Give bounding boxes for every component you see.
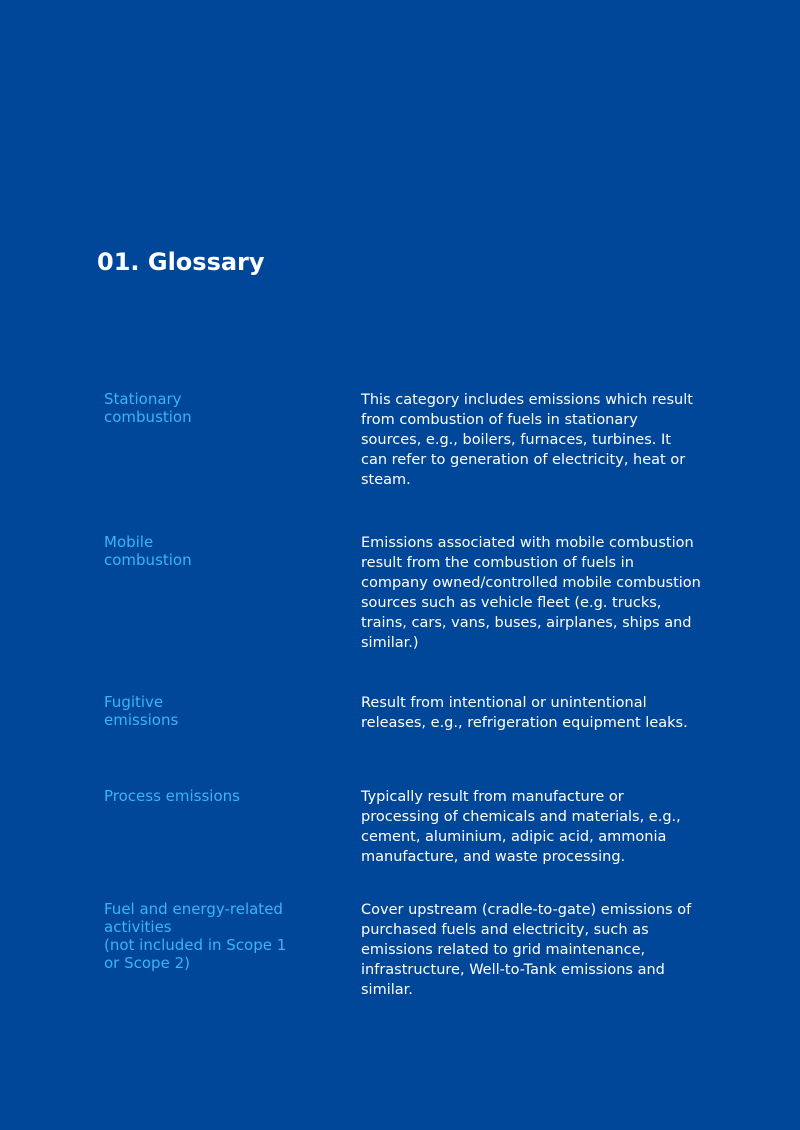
glossary-term: Fuel and energy-related activities (not included in Scope 1 or Scope 2) [104, 900, 287, 972]
glossary-definition: Emissions associated with mobile combustion result from the combustion of fuels in company owned/controlled mobile combustion sources such as vehicle fleet (e.g. trucks, trains, cars, vans, buses, airplanes, ships and similar.) [361, 535, 701, 651]
glossary-definition: Cover upstream (cradle-to-gate) emissions of purchased fuels and electricity, such as emissions related to grid maintenance, infrastructure, Well-to-Tank emissions and similar. [361, 902, 692, 998]
glossary-definition: Result from intentional or unintentional releases, e.g., refrigeration equipment leaks. [361, 695, 688, 731]
glossary-term: Fugitive emissions [104, 693, 179, 729]
page-title: 01. Glossary [97, 248, 265, 276]
glossary-term: Stationary combustion [104, 390, 192, 426]
glossary-term: Mobile combustion [104, 533, 192, 569]
glossary-term: Process emissions [104, 787, 240, 805]
glossary-definition: Typically result from manufacture or processing of chemicals and materials, e.g., cement, aluminium, adipic acid, ammonia manufacture, and waste processing. [361, 789, 681, 865]
glossary-definition: This category includes emissions which result from combustion of fuels in stationary sources, e.g., boilers, furnaces, turbines. It can refer to generation of electricity, heat or steam. [361, 392, 693, 488]
